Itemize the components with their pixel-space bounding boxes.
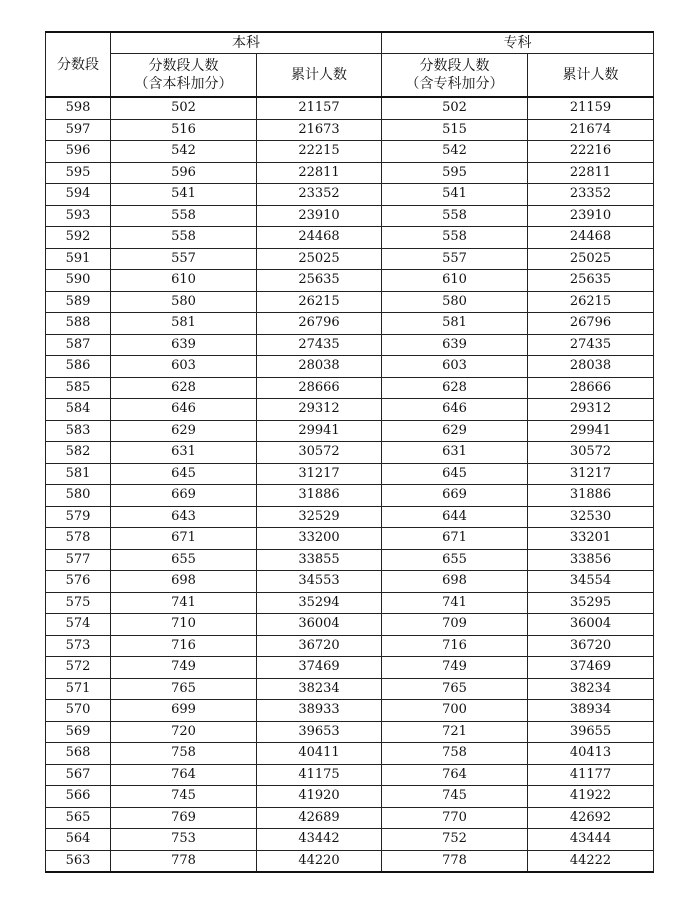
- header-group-row: [46, 32, 654, 54]
- benke-count-cell: 716: [111, 635, 257, 657]
- zhuanke-cumulative-cell: 25635: [528, 270, 654, 292]
- zhuanke-cumulative-cell: 33856: [528, 549, 654, 571]
- zhuanke-count-cell: 698: [382, 571, 528, 593]
- table-row: [46, 463, 654, 485]
- table-row: [46, 270, 654, 292]
- zhuanke-cumulative-cell: 42692: [528, 807, 654, 829]
- benke-count-cell: 558: [111, 205, 257, 227]
- score-cell: 598: [46, 97, 111, 119]
- table-header: [46, 32, 654, 97]
- table-row: [46, 97, 654, 119]
- score-cell: 583: [46, 420, 111, 442]
- benke-count-cell: 628: [111, 377, 257, 399]
- zhuanke-cumulative-cell: 28666: [528, 377, 654, 399]
- benke-cumulative-cell: 42689: [257, 807, 382, 829]
- score-cell: 572: [46, 657, 111, 679]
- zhuanke-cumulative-cell: 32530: [528, 506, 654, 528]
- zhuanke-cumulative-cell: 39655: [528, 721, 654, 743]
- benke-cumulative-cell: 41920: [257, 786, 382, 808]
- zhuanke-cumulative-cell: 41177: [528, 764, 654, 786]
- zhuanke-cumulative-cell: 44222: [528, 850, 654, 872]
- score-cell: 586: [46, 356, 111, 378]
- zhuanke-count-cell: 669: [382, 485, 528, 507]
- benke-count-cell: 542: [111, 141, 257, 163]
- benke-count-cell: 516: [111, 119, 257, 141]
- zhuanke-count-header-line2: （含专科加分）: [405, 76, 504, 92]
- benke-cumulative-cell: 36720: [257, 635, 382, 657]
- zhuanke-count-header: [382, 54, 528, 98]
- score-cell: 576: [46, 571, 111, 593]
- score-cell: 563: [46, 850, 111, 872]
- zhuanke-cumulative-cell: 29941: [528, 420, 654, 442]
- zhuanke-count-cell: 655: [382, 549, 528, 571]
- benke-count-cell: 745: [111, 786, 257, 808]
- benke-count-cell: 580: [111, 291, 257, 313]
- table-row: [46, 377, 654, 399]
- benke-cumulative-cell: 29941: [257, 420, 382, 442]
- benke-count-cell: 643: [111, 506, 257, 528]
- benke-cumulative-cell: 27435: [257, 334, 382, 356]
- benke-count-cell: 631: [111, 442, 257, 464]
- benke-cumulative-cell: 38933: [257, 700, 382, 722]
- zhuanke-count-cell: 580: [382, 291, 528, 313]
- benke-cumulative-cell: 41175: [257, 764, 382, 786]
- score-cell: 592: [46, 227, 111, 249]
- zhuanke-count-cell: 745: [382, 786, 528, 808]
- benke-count-cell: 765: [111, 678, 257, 700]
- zhuanke-count-cell: 752: [382, 829, 528, 851]
- table-row: [46, 334, 654, 356]
- score-cell: 585: [46, 377, 111, 399]
- zhuanke-cumulative-cell: 29312: [528, 399, 654, 421]
- table-row: [46, 356, 654, 378]
- table-row: [46, 119, 654, 141]
- benke-count-cell: 710: [111, 614, 257, 636]
- score-cell: 564: [46, 829, 111, 851]
- zhuanke-count-cell: 639: [382, 334, 528, 356]
- zhuanke-cumulative-cell: 22216: [528, 141, 654, 163]
- zhuanke-cumulative-cell: 33201: [528, 528, 654, 550]
- zhuanke-cumulative-cell: 35295: [528, 592, 654, 614]
- zhuanke-cumulative-cell: 31217: [528, 463, 654, 485]
- zhuanke-group-header: 专科: [382, 32, 654, 54]
- benke-cumulative-cell: 38234: [257, 678, 382, 700]
- table-row: [46, 764, 654, 786]
- zhuanke-cumulative-cell: 27435: [528, 334, 654, 356]
- table-row: [46, 786, 654, 808]
- score-cell: 579: [46, 506, 111, 528]
- zhuanke-cumulative-cell: 36004: [528, 614, 654, 636]
- benke-count-cell: 610: [111, 270, 257, 292]
- benke-cumulative-cell: 44220: [257, 850, 382, 872]
- score-cell: 580: [46, 485, 111, 507]
- zhuanke-count-cell: 603: [382, 356, 528, 378]
- zhuanke-count-cell: 631: [382, 442, 528, 464]
- table-row: [46, 205, 654, 227]
- table-row: [46, 721, 654, 743]
- score-cell: 569: [46, 721, 111, 743]
- table-row: [46, 528, 654, 550]
- benke-count-cell: 558: [111, 227, 257, 249]
- zhuanke-count-cell: 502: [382, 97, 528, 119]
- zhuanke-cumulative-cell: 30572: [528, 442, 654, 464]
- table-row: [46, 571, 654, 593]
- benke-count-cell: 699: [111, 700, 257, 722]
- score-cell: 573: [46, 635, 111, 657]
- zhuanke-cumulative-header: 累计人数: [528, 54, 654, 98]
- zhuanke-cumulative-cell: 38934: [528, 700, 654, 722]
- zhuanke-count-cell: 700: [382, 700, 528, 722]
- benke-count-cell: 720: [111, 721, 257, 743]
- benke-count-cell: 639: [111, 334, 257, 356]
- table-row: [46, 399, 654, 421]
- zhuanke-count-cell: 709: [382, 614, 528, 636]
- zhuanke-cumulative-cell: 26796: [528, 313, 654, 335]
- zhuanke-cumulative-cell: 23352: [528, 184, 654, 206]
- zhuanke-cumulative-cell: 21159: [528, 97, 654, 119]
- benke-cumulative-cell: 23352: [257, 184, 382, 206]
- benke-count-header-line1: 分数段人数: [148, 58, 219, 74]
- score-cell: 568: [46, 743, 111, 765]
- score-cell: 566: [46, 786, 111, 808]
- table-row: [46, 184, 654, 206]
- benke-cumulative-cell: 21673: [257, 119, 382, 141]
- zhuanke-count-cell: 557: [382, 248, 528, 270]
- benke-cumulative-cell: 25635: [257, 270, 382, 292]
- table-row: [46, 829, 654, 851]
- score-cell: 565: [46, 807, 111, 829]
- score-cell: 581: [46, 463, 111, 485]
- zhuanke-count-cell: 770: [382, 807, 528, 829]
- table-row: [46, 549, 654, 571]
- zhuanke-cumulative-cell: 41922: [528, 786, 654, 808]
- table-row: [46, 700, 654, 722]
- benke-count-cell: 502: [111, 97, 257, 119]
- benke-cumulative-cell: 24468: [257, 227, 382, 249]
- zhuanke-cumulative-cell: 25025: [528, 248, 654, 270]
- zhuanke-count-cell: 646: [382, 399, 528, 421]
- score-cell: 582: [46, 442, 111, 464]
- benke-cumulative-cell: 28038: [257, 356, 382, 378]
- zhuanke-cumulative-cell: 37469: [528, 657, 654, 679]
- benke-cumulative-cell: 39653: [257, 721, 382, 743]
- zhuanke-count-cell: 764: [382, 764, 528, 786]
- score-cell: 577: [46, 549, 111, 571]
- benke-count-cell: 671: [111, 528, 257, 550]
- zhuanke-cumulative-cell: 40413: [528, 743, 654, 765]
- benke-cumulative-cell: 23910: [257, 205, 382, 227]
- zhuanke-cumulative-cell: 21674: [528, 119, 654, 141]
- score-cell: 584: [46, 399, 111, 421]
- benke-cumulative-cell: 43442: [257, 829, 382, 851]
- benke-cumulative-cell: 31886: [257, 485, 382, 507]
- benke-cumulative-cell: 32529: [257, 506, 382, 528]
- benke-count-cell: 749: [111, 657, 257, 679]
- score-cell: 594: [46, 184, 111, 206]
- zhuanke-cumulative-cell: 23910: [528, 205, 654, 227]
- table-row: [46, 227, 654, 249]
- zhuanke-count-cell: 645: [382, 463, 528, 485]
- score-cell: 571: [46, 678, 111, 700]
- zhuanke-count-cell: 671: [382, 528, 528, 550]
- table-row: [46, 614, 654, 636]
- benke-count-cell: 669: [111, 485, 257, 507]
- score-cell: 597: [46, 119, 111, 141]
- benke-count-cell: 778: [111, 850, 257, 872]
- zhuanke-count-cell: 558: [382, 227, 528, 249]
- table-row: [46, 442, 654, 464]
- benke-count-header-line2: （含本科加分）: [134, 76, 233, 92]
- benke-cumulative-cell: 21157: [257, 97, 382, 119]
- zhuanke-count-cell: 716: [382, 635, 528, 657]
- zhuanke-count-cell: 610: [382, 270, 528, 292]
- benke-cumulative-cell: 28666: [257, 377, 382, 399]
- zhuanke-count-header-line1: 分数段人数: [419, 58, 490, 74]
- zhuanke-cumulative-cell: 31886: [528, 485, 654, 507]
- benke-count-cell: 741: [111, 592, 257, 614]
- table-row: [46, 291, 654, 313]
- benke-cumulative-cell: 30572: [257, 442, 382, 464]
- benke-count-cell: 753: [111, 829, 257, 851]
- benke-cumulative-cell: 37469: [257, 657, 382, 679]
- benke-cumulative-cell: 29312: [257, 399, 382, 421]
- zhuanke-count-cell: 515: [382, 119, 528, 141]
- zhuanke-cumulative-cell: 43444: [528, 829, 654, 851]
- score-cell: 595: [46, 162, 111, 184]
- zhuanke-cumulative-cell: 22811: [528, 162, 654, 184]
- table-row: [46, 743, 654, 765]
- benke-cumulative-cell: 26796: [257, 313, 382, 335]
- score-cell: 570: [46, 700, 111, 722]
- table-row: [46, 678, 654, 700]
- zhuanke-cumulative-cell: 28038: [528, 356, 654, 378]
- header-sub-row: [46, 54, 654, 98]
- score-cell: 593: [46, 205, 111, 227]
- benke-count-cell: 698: [111, 571, 257, 593]
- zhuanke-cumulative-cell: 26215: [528, 291, 654, 313]
- table-row: [46, 141, 654, 163]
- score-cell: 591: [46, 248, 111, 270]
- score-cell: 590: [46, 270, 111, 292]
- benke-cumulative-cell: 31217: [257, 463, 382, 485]
- zhuanke-count-cell: 541: [382, 184, 528, 206]
- benke-count-cell: 655: [111, 549, 257, 571]
- benke-cumulative-cell: 40411: [257, 743, 382, 765]
- score-cell: 578: [46, 528, 111, 550]
- table-row: [46, 506, 654, 528]
- table-row: [46, 657, 654, 679]
- zhuanke-cumulative-cell: 36720: [528, 635, 654, 657]
- zhuanke-cumulative-cell: 38234: [528, 678, 654, 700]
- score-cell: 596: [46, 141, 111, 163]
- zhuanke-count-cell: 558: [382, 205, 528, 227]
- score-distribution-table: [45, 31, 654, 873]
- zhuanke-count-cell: 629: [382, 420, 528, 442]
- table-row: [46, 313, 654, 335]
- benke-cumulative-cell: 22811: [257, 162, 382, 184]
- benke-cumulative-header: 累计人数: [257, 54, 382, 98]
- benke-cumulative-cell: 35294: [257, 592, 382, 614]
- benke-cumulative-cell: 34553: [257, 571, 382, 593]
- zhuanke-cumulative-cell: 24468: [528, 227, 654, 249]
- score-cell: 587: [46, 334, 111, 356]
- table-row: [46, 248, 654, 270]
- benke-count-cell: 581: [111, 313, 257, 335]
- zhuanke-count-cell: 758: [382, 743, 528, 765]
- zhuanke-count-cell: 644: [382, 506, 528, 528]
- table-row: [46, 592, 654, 614]
- benke-count-header: [111, 54, 257, 98]
- score-cell: 588: [46, 313, 111, 335]
- zhuanke-count-cell: 595: [382, 162, 528, 184]
- zhuanke-count-cell: 741: [382, 592, 528, 614]
- benke-count-cell: 646: [111, 399, 257, 421]
- score-cell: 567: [46, 764, 111, 786]
- score-cell: 575: [46, 592, 111, 614]
- table-row: [46, 850, 654, 872]
- zhuanke-count-cell: 778: [382, 850, 528, 872]
- table-row: [46, 162, 654, 184]
- benke-count-cell: 629: [111, 420, 257, 442]
- zhuanke-count-cell: 765: [382, 678, 528, 700]
- table-row: [46, 420, 654, 442]
- zhuanke-count-cell: 581: [382, 313, 528, 335]
- table-row: [46, 807, 654, 829]
- benke-count-cell: 645: [111, 463, 257, 485]
- benke-cumulative-cell: 26215: [257, 291, 382, 313]
- benke-count-cell: 758: [111, 743, 257, 765]
- benke-cumulative-cell: 25025: [257, 248, 382, 270]
- benke-count-cell: 764: [111, 764, 257, 786]
- benke-cumulative-cell: 36004: [257, 614, 382, 636]
- zhuanke-count-cell: 721: [382, 721, 528, 743]
- zhuanke-count-cell: 628: [382, 377, 528, 399]
- benke-cumulative-cell: 22215: [257, 141, 382, 163]
- benke-count-cell: 557: [111, 248, 257, 270]
- benke-count-cell: 769: [111, 807, 257, 829]
- score-column-header: 分数段: [46, 32, 111, 97]
- table-row: [46, 635, 654, 657]
- benke-cumulative-cell: 33200: [257, 528, 382, 550]
- score-cell: 574: [46, 614, 111, 636]
- table-row: [46, 485, 654, 507]
- zhuanke-cumulative-cell: 34554: [528, 571, 654, 593]
- benke-group-header: 本科: [111, 32, 382, 54]
- benke-count-cell: 541: [111, 184, 257, 206]
- score-cell: 589: [46, 291, 111, 313]
- benke-cumulative-cell: 33855: [257, 549, 382, 571]
- benke-count-cell: 603: [111, 356, 257, 378]
- zhuanke-count-cell: 749: [382, 657, 528, 679]
- zhuanke-count-cell: 542: [382, 141, 528, 163]
- benke-count-cell: 596: [111, 162, 257, 184]
- table-body: [46, 97, 654, 872]
